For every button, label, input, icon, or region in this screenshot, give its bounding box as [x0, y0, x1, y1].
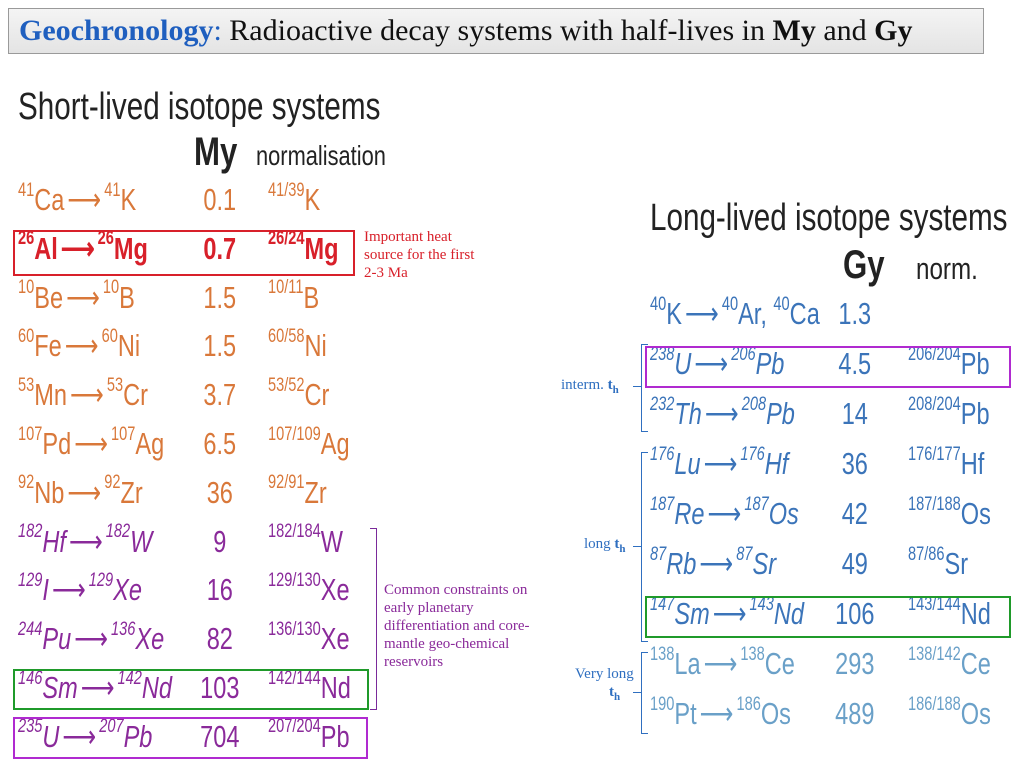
parent-isotope-mass: 40 [650, 293, 667, 315]
very-long-bracket [641, 652, 648, 734]
ratio-isotope-element: Xe [320, 621, 350, 657]
ratio-isotope-mass: 208/204 [908, 393, 961, 415]
title-rest: Radioactive decay systems with half-lives in [221, 14, 773, 47]
title-unit-gy: Gy [874, 14, 913, 47]
ratio-isotope-mass: 138/142 [908, 643, 961, 665]
ratio-isotope-element: B [303, 279, 320, 315]
daughter-isotope-element: Os [760, 696, 791, 731]
parent-isotope-mass: 146 [18, 667, 43, 689]
decay-arrow: ⟶ [67, 182, 102, 217]
daughter-isotope-mass: 92 [104, 472, 121, 494]
daughter-isotope-element: Ag [135, 426, 165, 461]
normalisation-ratio [908, 393, 990, 432]
constraints-note: Common constraints on early planetary differentiation and core-mantle geo-chemical reservoirs [384, 582, 530, 670]
parent-isotope-mass: 87 [650, 543, 667, 565]
parent-isotope-element: Th [674, 396, 702, 431]
half-life-value: 42 [841, 496, 868, 531]
daughter-isotope-element: Pb [123, 718, 153, 754]
parent-isotope-mass: 235 [18, 716, 43, 738]
parent-isotope-mass: 10 [18, 277, 35, 299]
daughter-isotope-mass: 53 [106, 374, 124, 396]
parent-isotope-element: Nb [34, 474, 65, 510]
long-half-life-label: long $t_h$ [584, 536, 626, 555]
parent-isotope-mass: 232 [650, 393, 675, 415]
decay-reaction [650, 543, 777, 582]
decay-arrow: ⟶ [67, 474, 102, 510]
half-life-value: 4.5 [838, 346, 872, 381]
half-life-value: 82 [206, 621, 233, 657]
daughter-isotope-mass: 10 [102, 277, 120, 299]
daughter-isotope-element: Cr [123, 377, 148, 413]
parent-isotope-mass: 182 [18, 521, 43, 543]
daughter-isotope-mass: 41 [104, 179, 121, 201]
decay-reaction [650, 493, 799, 532]
ratio-isotope-mass: 136/130 [268, 618, 321, 640]
daughter-isotope-element: Pb [766, 396, 795, 431]
long-lived-unit: Gy [843, 243, 885, 287]
parent-isotope-element: Re [674, 496, 705, 531]
decay-arrow: ⟶ [66, 279, 100, 315]
half-life-value: 14 [841, 396, 868, 431]
decay-reaction [650, 293, 820, 332]
ratio-isotope-element: Ce [960, 646, 991, 681]
parent-isotope-mass: 53 [18, 374, 35, 396]
ratio-isotope-mass: 206/204 [908, 343, 961, 365]
title-highlight: Geochronology [19, 14, 214, 47]
very-long-half-life-symbol: $t_h$ [609, 684, 621, 703]
decay-arrow: ⟶ [704, 396, 739, 431]
ratio-isotope-mass: 87/86 [908, 543, 945, 565]
u238-pb-highlight-box [645, 343, 1011, 388]
decay-arrow: ⟶ [62, 718, 97, 754]
daughter-isotope-element: Os [768, 496, 799, 531]
daughter-isotope-element: Sr [752, 546, 777, 581]
parent-isotope-element: Mn [34, 377, 67, 413]
daughter-isotope-mass: 206 [731, 343, 756, 365]
parent-isotope-mass: 26 [18, 228, 35, 250]
decay-arrow: ⟶ [80, 670, 115, 705]
daughter-isotope-mass: 26 [97, 228, 114, 250]
decay-reaction [18, 179, 137, 218]
ratio-isotope-element: Os [960, 696, 991, 731]
daughter-isotope-element: K [120, 182, 137, 217]
half-life-value: 489 [835, 696, 875, 731]
ratio-isotope-mass: 10/11 [268, 277, 304, 299]
decay-arrow: ⟶ [703, 446, 738, 481]
half-life-value: 16 [206, 572, 233, 608]
ratio-isotope-mass: 92/91 [268, 472, 305, 494]
half-life-value: 36 [841, 446, 868, 481]
ratio-isotope-mass: 207/204 [268, 716, 321, 738]
daughter-isotope-element: Hf [764, 446, 789, 481]
parent-isotope-element: U [674, 346, 692, 381]
parent-isotope-mass: 244 [18, 618, 43, 640]
daughter-isotope-2-mass: 40 [773, 293, 790, 315]
daughter-isotope-element: Nd [141, 670, 173, 705]
daughter-isotope-mass: 186 [736, 693, 761, 715]
half-life-value: 0.1 [203, 182, 237, 217]
ratio-isotope-element: Os [960, 496, 991, 531]
ratio-isotope-element: Xe [320, 572, 350, 608]
short-lived-heading: Short-lived isotope systems [18, 86, 381, 128]
ratio-isotope-mass: 129/130 [268, 569, 321, 591]
daughter-isotope-element: Pb [755, 346, 785, 381]
intermediate-bracket-tick [633, 386, 641, 387]
very-long-bracket-tick [633, 692, 641, 693]
daughter-isotope-element: Mg [113, 230, 148, 266]
parent-isotope-element: La [674, 646, 701, 681]
short-lived-norm-heading: normalisation [256, 140, 386, 171]
parent-isotope-mass: 41 [18, 179, 35, 201]
ratio-isotope-element: Nd [320, 670, 351, 705]
half-life-value: 9 [213, 523, 227, 559]
long-lived-heading: Long-lived isotope systems [650, 197, 1008, 239]
ratio-isotope-mass: 60/58 [268, 325, 305, 347]
heat-source-note: Important heat source for the first 2-3 Ma [364, 229, 475, 281]
title-colon: : [213, 14, 222, 47]
title-and: and [815, 14, 875, 47]
ratio-isotope-mass: 176/177 [908, 443, 961, 465]
normalisation-ratio [908, 643, 991, 682]
half-life-value: 106 [835, 596, 875, 631]
page-title [8, 8, 984, 54]
parent-isotope-element: Be [34, 279, 64, 315]
parent-isotope-element: I [42, 572, 49, 608]
decay-arrow: ⟶ [74, 426, 109, 461]
decay-arrow: ⟶ [74, 621, 109, 657]
decay-arrow: ⟶ [70, 377, 104, 413]
ratio-isotope-mass: 107/109 [268, 423, 321, 445]
parent-isotope-element: Al [34, 230, 58, 266]
normalisation-ratio [908, 443, 985, 482]
sm-nd-highlight-box [13, 669, 369, 710]
parent-isotope-element: Pu [42, 621, 72, 657]
parent-isotope-element: Sm [42, 670, 78, 705]
parent-isotope-mass: 176 [650, 443, 675, 465]
half-life-value: 49 [841, 546, 868, 581]
ratio-isotope-element: W [320, 523, 344, 559]
ratio-isotope-element: Ag [320, 426, 350, 461]
ratio-isotope-mass: 26/24 [268, 228, 305, 250]
ratio-isotope-mass: 182/184 [268, 521, 321, 543]
daughter-isotope-2-element: Ca [789, 296, 820, 331]
decay-arrow: ⟶ [699, 696, 734, 731]
ratio-isotope-mass: 53/52 [268, 374, 305, 396]
daughter-isotope-element: Ce [764, 646, 795, 681]
decay-arrow: ⟶ [68, 523, 103, 559]
normalisation-ratio [908, 543, 969, 582]
daughter-isotope-element: Ni [117, 328, 141, 364]
decay-reaction [650, 643, 795, 682]
daughter-isotope-mass: 187 [744, 493, 769, 515]
daughter-isotope-mass: 207 [99, 716, 124, 738]
daughter-isotope-mass: 138 [740, 643, 765, 665]
decay-reaction [650, 393, 795, 432]
daughter-isotope-element: Nd [773, 596, 805, 631]
daughter-isotope-mass: 40 [721, 293, 739, 315]
normalisation-ratio [908, 493, 991, 532]
parent-isotope-element: Pd [42, 426, 72, 461]
daughter-isotope-element: Xe [113, 572, 142, 608]
daughter-isotope-mass: 87 [736, 543, 753, 565]
daughter-isotope-element: Zr [120, 474, 143, 510]
decay-arrow: ⟶ [699, 546, 734, 581]
daughter-isotope-mass: 129 [88, 569, 114, 591]
parent-isotope-element: Sm [674, 596, 710, 631]
daughter-isotope-mass: 176 [740, 443, 765, 465]
half-life-value: 1.5 [203, 279, 237, 315]
decay-arrow: ⟶ [64, 328, 99, 364]
half-life-value: 1.5 [203, 328, 237, 364]
al-mg-highlight-box [13, 230, 355, 276]
decay-arrow: ⟶ [60, 230, 95, 266]
parent-isotope-element: Ca [34, 182, 65, 217]
daughter-isotope-mass: 208 [741, 393, 767, 415]
ratio-isotope-element: Pb [960, 346, 990, 381]
daughter-isotope-mass: 182 [105, 521, 131, 543]
parent-isotope-element: Fe [34, 328, 62, 364]
parent-isotope-element: U [42, 718, 60, 754]
parent-isotope-mass: 147 [650, 593, 675, 615]
decay-reaction [650, 443, 789, 482]
ratio-isotope-element: Sr [944, 546, 969, 581]
long-bracket-tick [633, 546, 641, 547]
normalisation-ratio [908, 693, 991, 732]
half-life-value: 36 [206, 474, 233, 510]
ratio-isotope-element: Cr [304, 377, 330, 413]
parent-isotope-mass: 187 [650, 493, 675, 515]
decay-arrow: ⟶ [707, 496, 742, 531]
ratio-isotope-mass: 143/144 [908, 593, 961, 615]
title-unit-my: My [772, 14, 816, 47]
daughter-isotope-mass: 60 [101, 325, 118, 347]
decay-arrow: ⟶ [694, 346, 729, 381]
long-bracket [641, 452, 648, 642]
decay-arrow: ⟶ [685, 296, 719, 331]
decay-reaction [650, 693, 791, 732]
parent-isotope-mass: 129 [18, 569, 43, 591]
long-isotope-row [0, 293, 1024, 340]
intermediate-half-life-label: interm. $t_h$ [561, 377, 619, 396]
daughter-isotope-element: Xe [135, 621, 165, 657]
parent-isotope-element: K [666, 296, 682, 331]
half-life-value: 103 [200, 670, 240, 705]
short-lived-bracket [370, 528, 377, 710]
ratio-isotope-mass: 142/144 [268, 667, 321, 689]
ratio-isotope-mass: 187/188 [908, 493, 961, 515]
intermediate-bracket [641, 344, 648, 432]
half-life-value: 704 [200, 718, 240, 754]
half-life-value: 6.5 [203, 426, 237, 461]
half-life-value: 0.7 [203, 230, 237, 266]
parent-isotope-mass: 60 [18, 325, 35, 347]
normalisation-ratio [268, 179, 321, 218]
u235-pb-highlight-box [13, 717, 368, 759]
parent-isotope-mass: 107 [18, 423, 43, 445]
daughter-isotope-mass: 107 [111, 423, 136, 445]
half-life-value: 3.7 [203, 377, 237, 413]
parent-isotope-mass: 238 [650, 343, 675, 365]
ratio-isotope-element: Mg [304, 230, 339, 266]
decay-arrow: ⟶ [712, 596, 747, 631]
daughter-isotope-mass: 136 [111, 618, 136, 640]
decay-arrow: ⟶ [51, 572, 86, 608]
ratio-isotope-element: Pb [320, 718, 350, 754]
parent-isotope-mass: 190 [650, 693, 675, 715]
ratio-isotope-element: Zr [304, 474, 327, 510]
decay-arrow: ⟶ [703, 646, 738, 681]
daughter-isotope-element: W [130, 523, 153, 559]
parent-isotope-element: Hf [42, 523, 66, 559]
very-long-half-life-label: Very long [575, 666, 634, 682]
half-life-value: 1.3 [838, 296, 872, 331]
long-lived-norm-heading: norm. [916, 251, 978, 286]
short-lived-unit: My [194, 130, 238, 174]
daughter-isotope-element: Ar, [738, 296, 774, 331]
daughter-isotope-mass: 143 [749, 593, 774, 615]
ratio-isotope-mass: 41/39 [268, 179, 305, 201]
sm147-nd-highlight-box [645, 593, 1011, 638]
ratio-isotope-mass: 186/188 [908, 693, 961, 715]
ratio-isotope-element: Pb [960, 396, 990, 431]
ratio-isotope-element: Nd [960, 596, 991, 631]
parent-isotope-element: Rb [666, 546, 697, 581]
parent-isotope-mass: 138 [650, 643, 675, 665]
parent-isotope-mass: 92 [18, 472, 35, 494]
ratio-isotope-element: Hf [960, 446, 985, 481]
daughter-isotope-element: B [119, 279, 135, 315]
daughter-isotope-mass: 142 [117, 667, 142, 689]
parent-isotope-element: Lu [674, 446, 701, 481]
ratio-isotope-element: Ni [304, 328, 327, 364]
parent-isotope-element: Pt [674, 696, 697, 731]
half-life-value: 293 [835, 646, 875, 681]
ratio-isotope-element: K [304, 182, 321, 217]
